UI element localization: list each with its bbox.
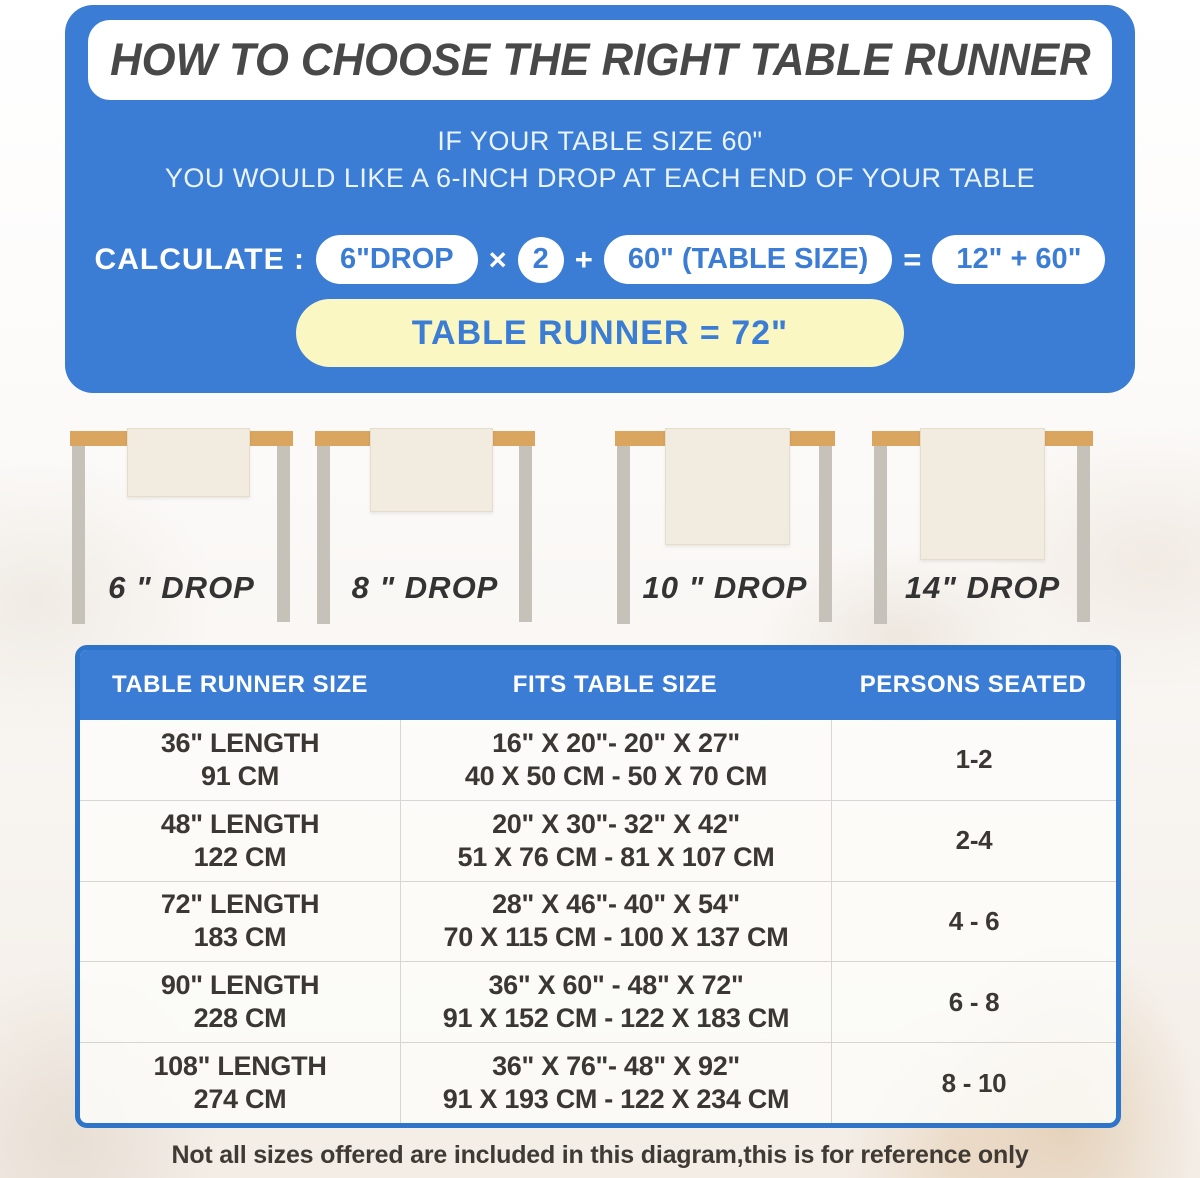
- table-row: [80, 720, 1116, 800]
- fits-size-cell: 16" X 20"- 20" X 27" 40 X 50 CM - 50 X 70 CM: [401, 720, 832, 800]
- drop-label: 14" DROP: [904, 570, 1061, 605]
- calculate-label: CALCULATE :: [94, 242, 305, 276]
- drop-label: 8 " DROP: [351, 570, 499, 605]
- size-chart-header: [80, 650, 1116, 720]
- header-panel: [65, 5, 1135, 393]
- persons-cell: 8 - 10: [941, 1067, 1007, 1098]
- runner-size-cell: 36" LENGTH 91 CM: [80, 720, 401, 800]
- title-banner: [88, 20, 1112, 100]
- table-diagram-6-drop: [70, 420, 293, 640]
- runner-size-cell: 48" LENGTH 122 CM: [80, 801, 401, 881]
- multiplier-circle: 2: [518, 237, 564, 283]
- page-title: HOW TO CHOOSE THE RIGHT TABLE RUNNER: [109, 34, 1091, 85]
- sum-pill: 12" + 60": [932, 235, 1105, 284]
- table-row: [80, 961, 1116, 1042]
- drop-label: 6 " DROP: [108, 570, 255, 605]
- subtitle-line-1: IF YOUR TABLE SIZE 60": [437, 126, 763, 156]
- plus-sign: +: [574, 241, 593, 277]
- persons-cell: 2-4: [955, 825, 993, 856]
- table-row: [80, 800, 1116, 881]
- calculation-row: [65, 235, 1135, 284]
- runner-size-cell: 72" LENGTH 183 CM: [80, 882, 401, 962]
- drop-pill: 6"DROP: [316, 235, 478, 284]
- table-row: [80, 881, 1116, 962]
- subtitle: [65, 123, 1135, 197]
- table-row: [80, 1042, 1116, 1123]
- result-banner: TABLE RUNNER = 72": [296, 299, 904, 367]
- size-table-body: [80, 720, 1116, 1123]
- table-diagram-8-drop: [315, 420, 535, 640]
- table-runner: [920, 428, 1045, 560]
- persons-cell: 4 - 6: [948, 905, 1000, 936]
- column-header-persons: PERSONS SEATED: [859, 671, 1087, 698]
- table-runner: [127, 428, 250, 497]
- equals-sign: =: [903, 241, 922, 277]
- runner-size-cell: 90" LENGTH 228 CM: [80, 962, 401, 1042]
- fits-size-cell: 36" X 76"- 48" X 92" 91 X 193 CM - 122 X 234 CM: [401, 1043, 832, 1123]
- column-header-runner-size: TABLE RUNNER SIZE: [111, 671, 369, 698]
- multiply-sign: ×: [488, 241, 507, 277]
- footnote: Not all sizes offered are included in this diagram,this is for reference only: [171, 1141, 1029, 1169]
- table-diagram-14-drop: [872, 420, 1093, 640]
- drop-label: 10 " DROP: [642, 570, 808, 605]
- subtitle-line-2: YOU WOULD LIKE A 6-INCH DROP AT EACH END OF YOUR TABLE: [164, 163, 1036, 193]
- persons-cell: 1-2: [955, 744, 993, 775]
- size-chart-panel: [75, 645, 1121, 1128]
- table-size-pill: 60" (TABLE SIZE): [604, 235, 892, 284]
- fits-size-cell: 36" X 60" - 48" X 72" 91 X 152 CM - 122 X 183 CM: [401, 962, 832, 1042]
- persons-cell: 6 - 8: [948, 986, 1000, 1017]
- table-runner: [370, 428, 493, 512]
- fits-size-cell: 28" X 46"- 40" X 54" 70 X 115 CM - 100 X 137 CM: [401, 882, 832, 962]
- fits-size-cell: 20" X 30"- 32" X 42" 51 X 76 CM - 81 X 107 CM: [401, 801, 832, 881]
- runner-size-cell: 108" LENGTH 274 CM: [80, 1043, 401, 1123]
- table-diagram-10-drop: [615, 420, 835, 640]
- table-runner: [665, 428, 790, 545]
- column-header-fits-size: FITS TABLE SIZE: [512, 671, 718, 698]
